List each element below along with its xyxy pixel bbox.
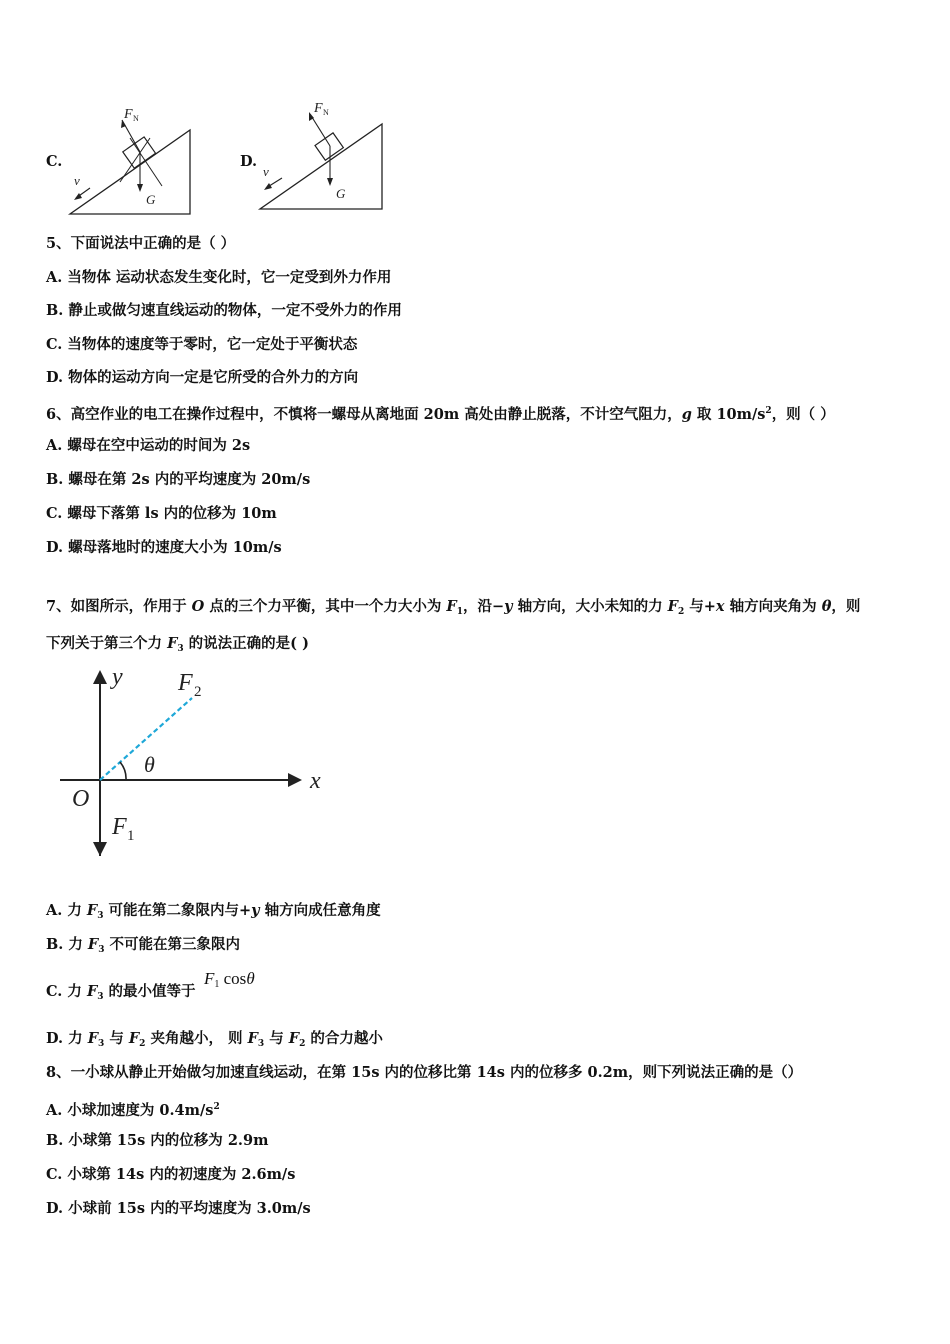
q8-option-b[interactable]: B. 小球第 15s 内的位移为 2.9m	[46, 1132, 269, 1149]
q7-c-formula: F1 cosθ	[204, 969, 255, 990]
q7-option-a[interactable]: A. 力 $F_3$ 可能在第二象限内与+y 轴方向成任意角度	[46, 902, 381, 921]
q7-stem-line2: 下列关于第三个力 $F_3$ 的说法正确的是( )	[46, 635, 309, 654]
q8-option-c[interactable]: C. 小球第 14s 内的初速度为 2.6m/s	[46, 1166, 296, 1183]
q7-stem-line1: 7、如图所示，作用于 O 点的三个力平衡，其中一个力大小为 $F_1$，沿−y 轴方向，大小未知的力 $F_2$ 与+x 轴方向夹角为 θ，则	[46, 598, 861, 617]
f1-label: F	[112, 814, 127, 840]
x-axis-label: x	[310, 768, 321, 794]
fn-label-c: F	[124, 107, 133, 122]
y-axis-label: y	[112, 664, 123, 690]
f2-sub: 2	[194, 684, 202, 700]
q6-option-a[interactable]: A. 螺母在空中运动的时间为 2s	[46, 437, 251, 454]
q6-option-b[interactable]: B. 螺母在第 2s 内的平均速度为 20m/s	[46, 471, 311, 488]
v-label-c: v	[74, 173, 80, 188]
q5-stem: 5、下面说法中正确的是（ ）	[46, 235, 236, 252]
f2-label: F	[178, 670, 193, 696]
f1-sub: 1	[127, 828, 135, 844]
theta-label: θ	[144, 752, 155, 777]
q8-stem: 8、一小球从静止开始做匀加速直线运动，在第 15s 内的位移比第 14s 内的位移多 0.2m，则下列说法正确的是（）	[46, 1064, 803, 1081]
q8-option-d[interactable]: D. 小球前 15s 内的平均速度为 3.0m/s	[46, 1200, 311, 1217]
option-c-label: C.	[46, 153, 63, 170]
g-label-d: G	[336, 186, 346, 201]
q5-option-c[interactable]: C. 当物体的速度等于零时，它一定处于平衡状态	[46, 336, 358, 353]
fn-sub-c: N	[133, 114, 139, 123]
origin-label: O	[72, 786, 90, 812]
q5-option-a[interactable]: A. 当物体 运动状态发生变化时，它一定受到外力作用	[46, 269, 392, 286]
q7-option-d[interactable]: D. 力 $F_3$ 与 $F_2$ 夹角越小， 则 $F_3$ 与 $F_2$ 的合力越小	[46, 1030, 383, 1049]
q6-option-d[interactable]: D. 螺母落地时的速度大小为 10m/s	[46, 539, 282, 556]
incline-figure-c	[60, 100, 200, 220]
incline-figure-d	[250, 96, 390, 214]
fn-sub-d: N	[323, 108, 329, 117]
q7-option-b[interactable]: B. 力 $F_3$ 不可能在第三象限内	[46, 936, 241, 955]
q6-option-c[interactable]: C. 螺母下落第 ls 内的位移为 10m	[46, 505, 277, 522]
option-d-label: D.	[240, 153, 258, 170]
q5-option-b[interactable]: B. 静止或做匀速直线运动的物体，一定不受外力的作用	[46, 302, 402, 319]
q5-option-d[interactable]: D. 物体的运动方向一定是它所受的合外力的方向	[46, 369, 359, 386]
q6-stem: 6、高空作业的电工在操作过程中，不慎将一螺母从离地面 20m 高处由静止脱落，不计空气阻力，g 取 $10m/s^2$，则（ ）	[46, 406, 835, 423]
force-diagram	[50, 660, 350, 865]
q7-option-c[interactable]: C. 力 $F_3$ 的最小值等于	[46, 983, 196, 1002]
q8-option-a[interactable]: A. 小球加速度为 $0.4m/s^2$	[46, 1102, 220, 1119]
fn-label-d: F	[314, 101, 323, 116]
g-label-c: G	[146, 192, 156, 207]
v-label-d: v	[263, 164, 269, 179]
